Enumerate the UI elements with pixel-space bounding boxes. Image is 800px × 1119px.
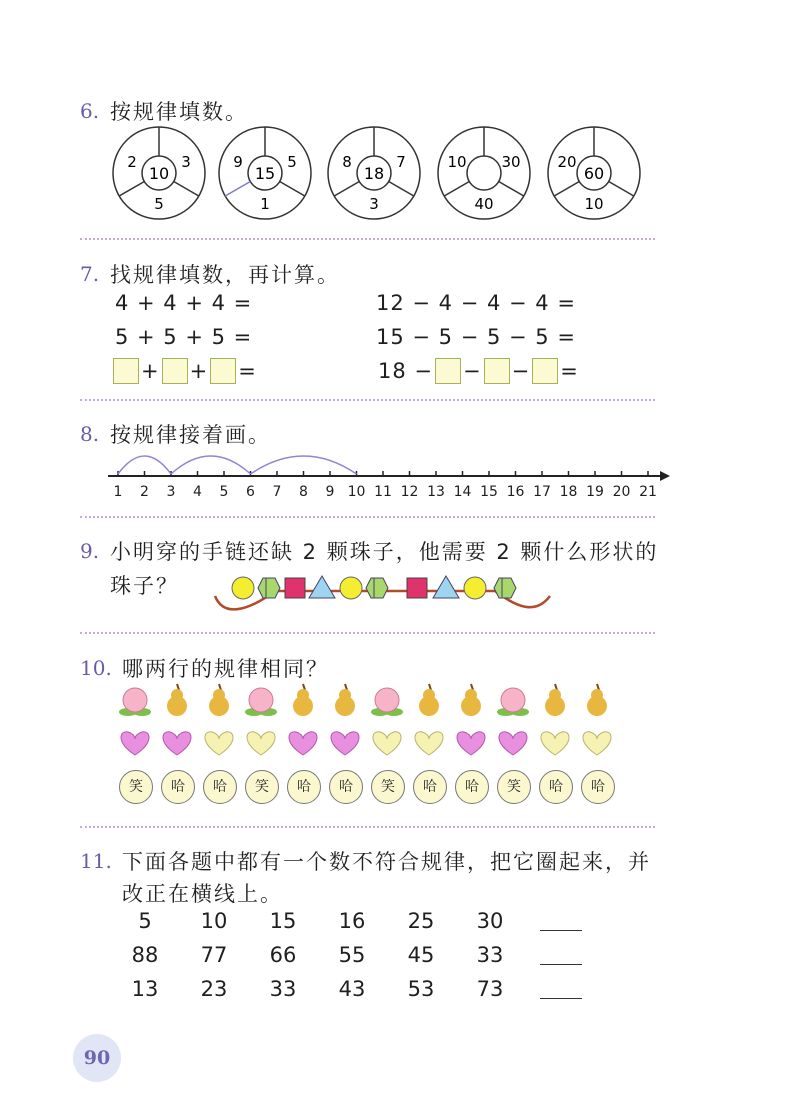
q11-cell[interactable]: 55	[338, 943, 366, 967]
pear-icon	[335, 684, 355, 716]
q11-cell[interactable]: 77	[200, 943, 228, 967]
axis-label: 6	[246, 484, 255, 500]
jump-arc	[171, 456, 251, 474]
pear-icon	[419, 684, 439, 716]
axis-label: 8	[299, 484, 308, 500]
q6-text: 按规律填数。	[110, 100, 248, 124]
q11-cell[interactable]: 5	[138, 909, 152, 933]
answer-box[interactable]	[435, 358, 461, 384]
axis-label: 1	[113, 484, 123, 500]
bead-ball	[340, 577, 362, 599]
wheel-1-center: 10	[148, 164, 170, 183]
answer-box[interactable]	[210, 358, 236, 384]
q11-row-2	[115, 943, 535, 969]
wheel-3-bottom: 3	[369, 195, 379, 213]
axis-label: 20	[612, 484, 631, 500]
pink-heart-icon	[499, 732, 527, 755]
answer-box[interactable]	[162, 358, 188, 384]
q11-cell[interactable]: 30	[476, 909, 504, 933]
minus-sign: −	[463, 359, 482, 383]
wheel-3	[328, 127, 420, 219]
q9-text-line-1: 小明穿的手链还缺 2 颗珠子，他需要 2 颗什么形状的	[110, 540, 659, 564]
pink-heart-icon	[163, 732, 191, 755]
bead-ball	[232, 577, 254, 599]
peach-icon	[119, 688, 151, 716]
axis-label: 17	[533, 484, 551, 500]
face-badge: 哈	[581, 770, 615, 804]
face-badge: 哈	[329, 770, 363, 804]
axis-label: 18	[559, 484, 578, 500]
q7-left-row-1: 4 + 4 + 4 =	[115, 291, 253, 315]
wheel-1-bottom: 5	[154, 195, 164, 213]
pink-heart-icon	[121, 732, 149, 755]
answer-box[interactable]	[113, 358, 139, 384]
q9-number: 9.	[80, 539, 100, 563]
bead-hex	[258, 578, 280, 598]
wheel-5-center: 60	[583, 164, 605, 183]
divider-4	[80, 632, 655, 634]
pear-icon	[545, 684, 565, 716]
pear-icon	[167, 684, 187, 716]
pear-icon	[587, 684, 607, 716]
q11-cell[interactable]: 33	[476, 943, 504, 967]
q11-cell[interactable]: 45	[407, 943, 435, 967]
q11-number: 11.	[80, 849, 112, 873]
yellow-heart-icon	[415, 732, 443, 755]
q11-cell[interactable]: 53	[407, 977, 435, 1001]
plus-sign: +	[141, 359, 160, 383]
axis-label: 19	[586, 484, 604, 500]
answer-blank[interactable]	[540, 998, 582, 999]
axis-label: 10	[347, 484, 366, 500]
answer-box[interactable]	[532, 358, 558, 384]
bead-triangle	[433, 576, 459, 598]
peach-icon	[371, 688, 403, 716]
answer-blank[interactable]	[540, 930, 582, 931]
pink-heart-icon	[331, 732, 359, 755]
wheel-5-left: 20	[557, 153, 577, 171]
minus-sign: −	[511, 359, 531, 383]
divider-2	[80, 399, 655, 401]
wheel-4	[438, 127, 530, 219]
q10-number: 10.	[80, 656, 112, 680]
face-badge: 哈	[413, 770, 447, 804]
pink-heart-icon	[457, 732, 485, 755]
face-badge: 哈	[203, 770, 237, 804]
pear-icon	[209, 684, 229, 716]
axis-label: 9	[325, 484, 335, 500]
q11-cell[interactable]: 33	[269, 977, 297, 1001]
q11-cell[interactable]: 43	[338, 977, 366, 1001]
face-badge: 笑	[245, 770, 279, 804]
q8-text: 按规律接着画。	[110, 423, 271, 447]
yellow-heart-icon	[205, 732, 233, 755]
q7-number: 7.	[80, 262, 100, 286]
axis-label: 15	[480, 484, 498, 500]
axis-label: 5	[219, 484, 229, 500]
yellow-heart-icon	[247, 732, 275, 755]
q7-right-row-2: 15 − 5 − 5 − 5 =	[376, 325, 576, 349]
pear-icon	[293, 684, 313, 716]
axis-label: 16	[506, 484, 525, 500]
q6-wheels	[100, 125, 660, 225]
bead-triangle	[309, 576, 335, 598]
pear-icon	[461, 684, 481, 716]
q11-cell[interactable]: 16	[338, 909, 366, 933]
face-badge: 哈	[161, 770, 195, 804]
axis-label: 2	[140, 484, 149, 500]
wheel-2-left: 9	[233, 153, 243, 171]
axis-label: 12	[400, 484, 419, 500]
divider-3	[80, 516, 655, 518]
wheel-4-right: 30	[501, 153, 521, 171]
face-badge: 哈	[287, 770, 321, 804]
q6-number: 6.	[80, 99, 100, 123]
q11-cell[interactable]: 13	[131, 977, 159, 1001]
axis-label: 3	[166, 484, 176, 500]
axis-label: 21	[639, 484, 657, 500]
axis-label: 4	[193, 484, 202, 500]
q7-right-row-1: 12 − 4 − 4 − 4 =	[376, 291, 576, 315]
peach-icon	[497, 688, 529, 716]
answer-box[interactable]	[484, 358, 510, 384]
q11-cell[interactable]: 23	[200, 977, 228, 1001]
wheel-3-right: 7	[396, 153, 406, 171]
face-badge: 笑	[371, 770, 405, 804]
peach-icon	[245, 688, 277, 716]
heart-row	[115, 728, 625, 760]
answer-blank[interactable]	[540, 964, 582, 965]
q11-row-1	[115, 909, 535, 935]
wheel-5	[548, 127, 640, 219]
q7-right-row-3	[376, 358, 581, 384]
wheel-4-bottom: 40	[474, 195, 494, 213]
wheel-2	[219, 127, 311, 219]
q8-number: 8.	[80, 422, 100, 446]
divider-1	[80, 238, 655, 240]
q11-text-line-1: 下面各题中都有一个数不符合规律，把它圈起来，并	[122, 850, 651, 874]
equals-sign: =	[238, 359, 257, 383]
q11-cell[interactable]: 73	[476, 977, 504, 1001]
axis-arrow-icon	[660, 471, 670, 481]
pink-heart-icon	[289, 732, 317, 755]
axis-label: 7	[272, 484, 282, 500]
number-line	[100, 440, 680, 485]
wheel-5-bottom: 10	[584, 195, 604, 213]
face-badge: 笑	[497, 770, 531, 804]
bead-cube	[285, 578, 305, 598]
q7-left-row-3	[113, 358, 259, 384]
plus-sign: +	[189, 359, 209, 383]
wheel-2-right: 5	[287, 153, 297, 171]
q11-cell[interactable]: 25	[407, 909, 435, 933]
wheel-3-left: 8	[342, 153, 352, 171]
face-badge: 笑	[119, 770, 153, 804]
fruit-row	[115, 680, 625, 720]
q11-cell[interactable]: 88	[131, 943, 159, 967]
q9-text-line-2: 珠子？	[110, 574, 179, 598]
q11-cell[interactable]: 15	[269, 909, 297, 933]
equals-sign: =	[560, 359, 579, 383]
wheel-1-right: 3	[181, 153, 191, 171]
bead-hex	[366, 578, 388, 598]
axis-label: 11	[374, 484, 392, 500]
bead-ball	[464, 577, 486, 599]
q11-cell[interactable]: 10	[200, 909, 228, 933]
q10-text: 哪两行的规律相同？	[122, 657, 329, 681]
bead-hex	[494, 578, 516, 598]
axis-label: 14	[453, 484, 472, 500]
yellow-heart-icon	[373, 732, 401, 755]
wheel-4-left: 10	[447, 153, 467, 171]
face-badge: 哈	[539, 770, 573, 804]
yellow-heart-icon	[583, 732, 611, 755]
axis-label: 13	[427, 484, 445, 500]
wheel-2-bottom: 1	[260, 195, 270, 213]
face-badge: 哈	[455, 770, 489, 804]
wheel-1	[113, 127, 205, 219]
wheel-1-left: 2	[127, 153, 137, 171]
q11-row-3	[115, 977, 535, 1003]
q7-text: 找规律填数，再计算。	[110, 263, 340, 287]
page-number: 90	[73, 1034, 121, 1082]
divider-5	[80, 826, 655, 828]
q11-text-line-2: 改正在横线上。	[122, 882, 283, 906]
start-number: 18 −	[378, 359, 433, 383]
yellow-heart-icon	[541, 732, 569, 755]
bead-cube	[407, 578, 427, 598]
bracelet	[205, 566, 560, 616]
wheel-2-center: 15	[254, 164, 276, 183]
q7-left-row-2: 5 + 5 + 5 =	[115, 325, 253, 349]
q11-cell[interactable]: 66	[269, 943, 297, 967]
wheel-3-center: 18	[363, 164, 385, 183]
